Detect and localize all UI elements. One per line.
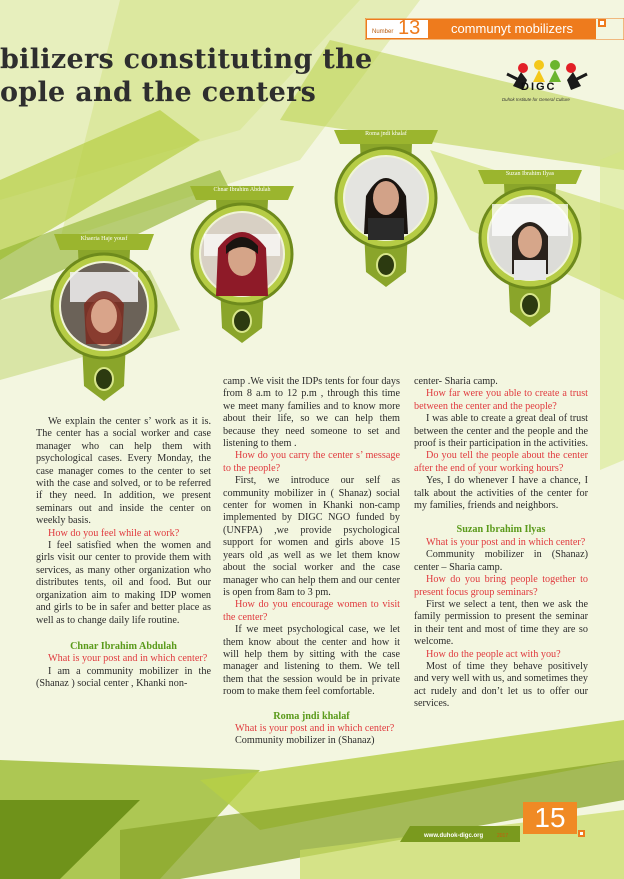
logo-name: DIGC (521, 81, 557, 93)
article-column-3 (414, 376, 588, 711)
answer: First we select a tent, then we ask the family permission to present the seminar in their tent and most of time they are so welcome. (414, 598, 588, 648)
profile-suzan (474, 162, 586, 332)
answer: Community mobilizer in (Shanaz) (235, 735, 375, 747)
profile-frame (330, 122, 442, 292)
question: How do you encourage women to visit the center? (223, 599, 400, 623)
article-title-line2: ople and the centers (0, 77, 317, 108)
question: What is your post and in which center? (235, 722, 395, 734)
section-title: communyt mobilizers (428, 19, 596, 39)
page-number: 15 (523, 802, 577, 834)
question: What is your post and in which center? (48, 653, 208, 665)
profile-frame (48, 226, 160, 406)
number-word: Number (372, 29, 394, 35)
profile-name: Roma jndi khalaf (365, 131, 407, 137)
profile-frame (186, 178, 298, 348)
answer: Community mobilizer in (Shanaz) center – Sharia camp. (414, 549, 588, 573)
question: How do the people act with you? (426, 648, 561, 660)
footer-year: 2017 (497, 833, 509, 839)
answer: I feel satisfied when the women and girls visit our center to provide them with services, as many other organization who distributes tents, oil and food. But our organization aim to making IDP women and girls to be in safer and better place as well as to change daily life routine. (36, 540, 211, 626)
profile-frame (474, 162, 586, 332)
paragraph: center- Sharia camp. (414, 376, 498, 387)
issue-number: 13 (398, 17, 421, 39)
profile-roma (330, 122, 442, 292)
interviewee-name: Chnar Ibrahim Abdulah (70, 640, 177, 652)
profile-khaeria (48, 226, 160, 406)
answer: Most of time they behave positively and very well with us, and sometimes they act rudely and don’t let us to offer our services. (414, 660, 588, 710)
logo-subtitle: Duhok Institute for General Culture (502, 97, 570, 102)
article-column-1 (36, 416, 211, 691)
question: How do you bring people together to present focus group seminars? (414, 574, 588, 598)
header-square-icon (598, 19, 606, 27)
profile-chnar (186, 178, 298, 348)
profile-name: Suzan Ibrahim Ilyas (505, 171, 555, 177)
interviewee-name: Suzan Ibrahim Ilyas (456, 524, 546, 536)
article-column-2 (223, 376, 400, 748)
footer-square-icon (578, 830, 585, 837)
profile-name: Chnar Ibrahim Abdulah (213, 187, 271, 193)
interviewee-name: Roma jndi khalaf (273, 710, 350, 722)
question: How far were you able to create a trust between the center and the people? (414, 388, 588, 412)
paragraph: camp .We visit the IDPs tents for four days from 8 a.m to 12 p.m , through this time we meet many families and to know more about their life, so we can help them because they need someone to set and listening to them . (223, 376, 400, 450)
answer: If we meet psychological case, we let them know about the center and how it will help them by sitting with the case manager and listening to them. We tell them that the session would be in private room to make them feel comfortable. (223, 624, 400, 698)
answer: I am a community mobilizer in the (Shanaz ) social center , Khanki non- (36, 665, 211, 690)
question: What is your post and in which center? (426, 536, 586, 548)
article-title-line1: bilizers constituting the (0, 44, 373, 75)
profile-name: Khaeria Haje yousf (80, 236, 128, 242)
answer: Yes, I do whenever I have a chance, I talk about the activities of the center for my families, friends and neighbors. (414, 475, 588, 512)
question: How do you feel while at work? (48, 527, 180, 539)
answer: First, we introduce our self as community mobilizer in ( Shanaz) social center for women in Khanki non-camp implemented by DIGC NGO funded by (UNFPA) ,we provide psychological support for women and girls above 15 years old ,as well as we let them know about the social worker and the case manager who can help them and our center is open from 8am to 3 pm. (223, 475, 400, 598)
answer: I was able to create a great deal of trust between the center and the people and the proof is their participation in the activities. (414, 413, 588, 450)
question: How do you carry the center s’ message to the people? (223, 450, 400, 474)
paragraph: We explain the center s’ work as it is. The center has a social worker and case manager who can help them with psychological cases. Every Monday, the case manager comes to the center to set with the case and solved, or to be referred if they need. In addition, we present seminars out and inside the center on weekly basis. (36, 416, 211, 527)
question: Do you tell the people about the center after the end of your working hours? (414, 450, 588, 474)
website-link[interactable]: www.duhok-digc.org (424, 833, 484, 839)
